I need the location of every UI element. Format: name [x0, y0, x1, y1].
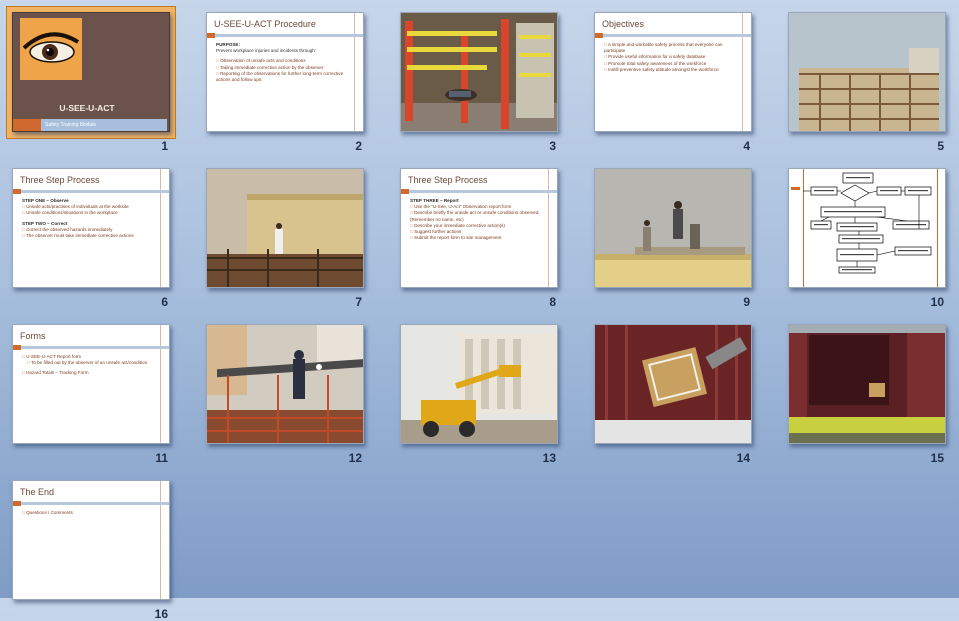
- slide-line: □ Describe briefly the unsafe act or unsafe conditions observed. (Remember no name, etc): [410, 210, 549, 222]
- slide-photo: [595, 169, 752, 288]
- slide-body: [216, 42, 355, 83]
- slide-line: □ Unsafe conditions/situations in the workplace: [22, 210, 161, 216]
- slide-preview[interactable]: [594, 324, 752, 444]
- slide-line: PURPOSE:: [216, 42, 240, 47]
- slide-line: □ Describe your immediate corrective action(s): [410, 223, 549, 229]
- slide-line: □ The observer must take immediate corrective actions: [22, 233, 161, 239]
- slide-preview[interactable]: [594, 12, 752, 132]
- slide-preview[interactable]: [206, 12, 364, 132]
- slide-thumbnail-4[interactable]: [594, 12, 752, 153]
- slide-line: □ A simple and workable safety process that everyone can participate: [604, 42, 743, 54]
- slide-preview[interactable]: [400, 168, 558, 288]
- slide-thumbnail-10[interactable]: [788, 168, 946, 309]
- slide-title: U-SEE-U-ACT: [59, 103, 115, 113]
- slide-number: 11: [155, 451, 168, 465]
- slide-preview[interactable]: [12, 12, 170, 132]
- slide-title: U-SEE-U-ACT Procedure: [214, 19, 316, 29]
- slide-line: □ Provide useful information for a safety database: [604, 54, 743, 60]
- slide-number: 6: [161, 295, 168, 309]
- title-underline: [13, 502, 170, 505]
- slide-line: STEP ONE – Observe: [22, 198, 69, 203]
- slide-thumbnail-9[interactable]: [594, 168, 752, 309]
- slide-preview[interactable]: [12, 480, 170, 600]
- slide-title: The End: [20, 487, 55, 497]
- slide-line: □ Submit the report form to site management: [410, 235, 549, 241]
- slide-number: 7: [355, 295, 362, 309]
- slide-photo: [595, 325, 752, 444]
- slide-body: [22, 198, 161, 239]
- slide-preview[interactable]: [12, 324, 170, 444]
- slide-body: [410, 198, 549, 241]
- slide-preview[interactable]: [594, 168, 752, 288]
- slide-number: 2: [355, 139, 362, 153]
- slide-thumbnail-8[interactable]: [400, 168, 558, 309]
- slide-line: □ Correct the observed hazards immediately: [22, 227, 161, 233]
- title-underline: [13, 346, 170, 349]
- slide-body: [604, 42, 743, 73]
- slide-body: [22, 510, 161, 516]
- slide-line: □ Unsafe acts/practises of individuals at the worksite: [22, 204, 161, 210]
- slide-number: 8: [549, 295, 556, 309]
- slide-thumbnail-14[interactable]: [594, 324, 752, 465]
- slide-line: □ Instill preventive safety attitude amongst the workforce: [604, 67, 743, 73]
- slide-thumbnail-6[interactable]: [12, 168, 170, 309]
- title-underline: [401, 190, 558, 193]
- slide-thumbnail-2[interactable]: [206, 12, 364, 153]
- slide-number: 12: [348, 451, 362, 465]
- slide-subtitle: Safety Training Module: [45, 122, 97, 128]
- slide-line: STEP TWO – Correct: [22, 220, 68, 226]
- slide-number: 16: [154, 607, 168, 621]
- flowchart-diagram: [789, 169, 946, 288]
- slide-thumbnail-3[interactable]: [400, 12, 558, 153]
- subtitle-accent: [13, 119, 41, 131]
- title-underline: [207, 34, 364, 37]
- slide-number: 3: [549, 139, 556, 153]
- slide-number: 13: [542, 451, 556, 465]
- slide-preview[interactable]: [12, 168, 170, 288]
- slide-thumbnail-1[interactable]: [12, 12, 170, 153]
- slide-photo: [207, 325, 364, 444]
- slide-number: 14: [736, 451, 750, 465]
- slide-title: Three Step Process: [20, 175, 100, 185]
- slide-line: □ Promote total safety awareness of the workforce: [604, 61, 743, 67]
- slide-line: □ Suggest further actions: [410, 229, 549, 235]
- slide-side-rule: [160, 325, 161, 444]
- slide-number: 4: [743, 139, 750, 153]
- eye-logo-image: [20, 18, 82, 80]
- slide-preview[interactable]: [400, 12, 558, 132]
- slide-line: □ Observation of unsafe acts and conditions: [216, 58, 355, 64]
- slide-thumbnail-13[interactable]: [400, 324, 558, 465]
- slide-line: □ Reporting of the observations for further long-term corrective actions and follow ups.: [216, 71, 355, 83]
- slide-preview[interactable]: [788, 324, 946, 444]
- slide-number: 10: [930, 295, 944, 309]
- slide-preview[interactable]: [206, 324, 364, 444]
- slide-line: □ Use the "U-See, U-Act" Observation report form: [410, 204, 549, 210]
- title-underline: [13, 190, 170, 193]
- subtitle-bar: [41, 119, 167, 131]
- slide-preview[interactable]: [788, 12, 946, 132]
- slide-number: 5: [937, 139, 944, 153]
- slide-title: Three Step Process: [408, 175, 488, 185]
- slide-photo: [207, 169, 364, 288]
- slide-title: Forms: [20, 331, 46, 341]
- slide-thumbnail-11[interactable]: [12, 324, 170, 465]
- slide-thumbnail-15[interactable]: [788, 324, 946, 465]
- slide-photo: [401, 13, 558, 132]
- slide-number: 15: [930, 451, 944, 465]
- slide-side-rule: [160, 481, 161, 600]
- slide-thumbnail-12[interactable]: [206, 324, 364, 465]
- slide-line: □ Taking immediate corrective action by the observer: [216, 65, 355, 71]
- slide-line: □ U-SEE-U-ACT Report form: [22, 354, 161, 360]
- slide-title: Objectives: [602, 19, 645, 29]
- slide-number: 1: [161, 139, 168, 153]
- slide-photo: [789, 325, 946, 444]
- slide-thumbnail-5[interactable]: [788, 12, 946, 153]
- slide-line: Prevent workplace injuries and incidents through:: [216, 48, 317, 54]
- slide-thumbnail-7[interactable]: [206, 168, 364, 309]
- slide-line: □ Questions / Comments: [22, 510, 161, 516]
- slide-thumbnail-16[interactable]: [12, 480, 170, 621]
- slide-line: STEP THREE – Report: [410, 198, 459, 203]
- slide-photo: [401, 325, 558, 444]
- slide-line: □ Hazard Totals – Tracking Form: [22, 370, 161, 376]
- slide-photo: [789, 13, 946, 132]
- slide-preview[interactable]: [400, 324, 558, 444]
- slide-body: [22, 354, 161, 377]
- slide-preview[interactable]: [206, 168, 364, 288]
- slide-line: □ To be filled out by the observer of an unsafe act/condition: [22, 360, 161, 366]
- slide-preview[interactable]: [788, 168, 946, 288]
- title-underline: [595, 34, 752, 37]
- slide-number: 9: [743, 295, 750, 309]
